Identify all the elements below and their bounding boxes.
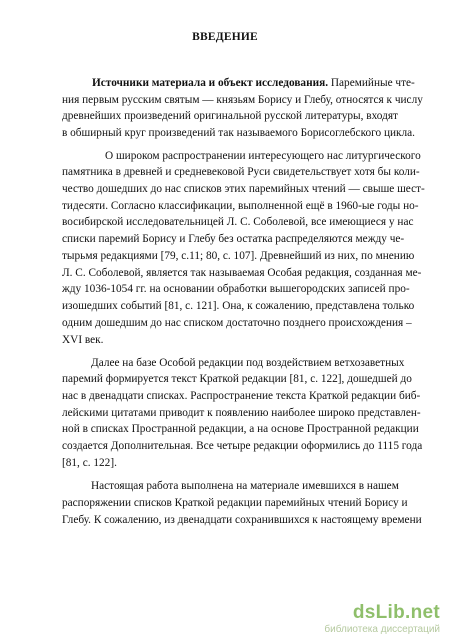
text-line: тырьмя редакциями [79, с.11; 80, с. 107]. Древнейший из них, по мнению xyxy=(62,250,415,262)
text-line: ния первым русским святым — князьям Борису и Глебу, относятся к числу xyxy=(62,94,423,106)
text-line: Далее на базе Особой редакции под воздействием ветхозаветных xyxy=(91,357,405,369)
text-line xyxy=(92,77,415,90)
watermark-logo xyxy=(294,602,444,638)
text-line: памятника в древней и средневековой Руси свидетельствует хотя бы коли- xyxy=(62,166,420,178)
text-line: тидесяти. Согласно классификации, выполненной ещё в 1960-ые годы но- xyxy=(62,200,419,212)
text-line: Глебу. К сожалению, из двенадцати сохранившихся к настоящему времени xyxy=(62,514,422,526)
text-line: О широком распространении интересующего нас литургического xyxy=(105,150,421,162)
text-line: Настоящая работа выполнена на материале имевшихся в нашем xyxy=(91,480,399,492)
text-line: [81, с. 122]. xyxy=(62,457,117,469)
text-line: распоряжении списков Краткой редакции паремийных чтений Борису и xyxy=(62,497,408,509)
line-text: Паремийные чте- xyxy=(328,77,415,89)
watermark-main: dsLib.net xyxy=(352,602,440,623)
section-lead-heading: Источники материала и объект исследования. xyxy=(92,77,329,89)
text-line: изошедших событий [81, с. 121]. Она, к сожалению, представлена только xyxy=(62,300,415,312)
text-line: лейскими цитатами приводит к появлению наиболее широко представлен- xyxy=(62,407,421,419)
text-line: создается Дополнительная. Все четыре редакции оформились до 1115 года xyxy=(62,440,423,452)
text-line: Л. С. Соболевой, является так называемая Особая редакция, созданная ме- xyxy=(62,267,422,279)
text-line: ной в списках Пространной редакции, а на основе Пространной редакции xyxy=(62,423,419,435)
text-line: одним дошедшим до нас списком достаточно позднего происхождения – xyxy=(62,317,412,329)
page-title: ВВЕДЕНИЕ xyxy=(192,31,258,43)
text-line: нас в двенадцати списках. Распространение текста Краткой редакции биб- xyxy=(62,390,421,402)
text-line: XVI век. xyxy=(62,334,104,346)
text-line: жду 1036-1054 гг. на основании обработки вышегородских записей про- xyxy=(62,283,410,295)
text-line: в обширный круг произведений так называемого Борисоглебского цикла. xyxy=(62,127,416,139)
text-line: паремий формируется текст Краткой редакции [81, с. 122], дошедшей до xyxy=(62,373,412,385)
text-line: восибирской исследовательницей Л. С. Соболевой, все имеющиеся у нас xyxy=(62,216,414,228)
text-line: чество дошедших до нас списков этих паремийных чтений — свыше шест- xyxy=(62,183,425,195)
text-line: древнейших произведений оригинальной русской литературы, входят xyxy=(62,110,398,122)
watermark-sub: библиотека диссертаций xyxy=(324,624,440,635)
text-line: списки паремий Борису и Глебу без остатка распределяются между че- xyxy=(62,233,405,245)
